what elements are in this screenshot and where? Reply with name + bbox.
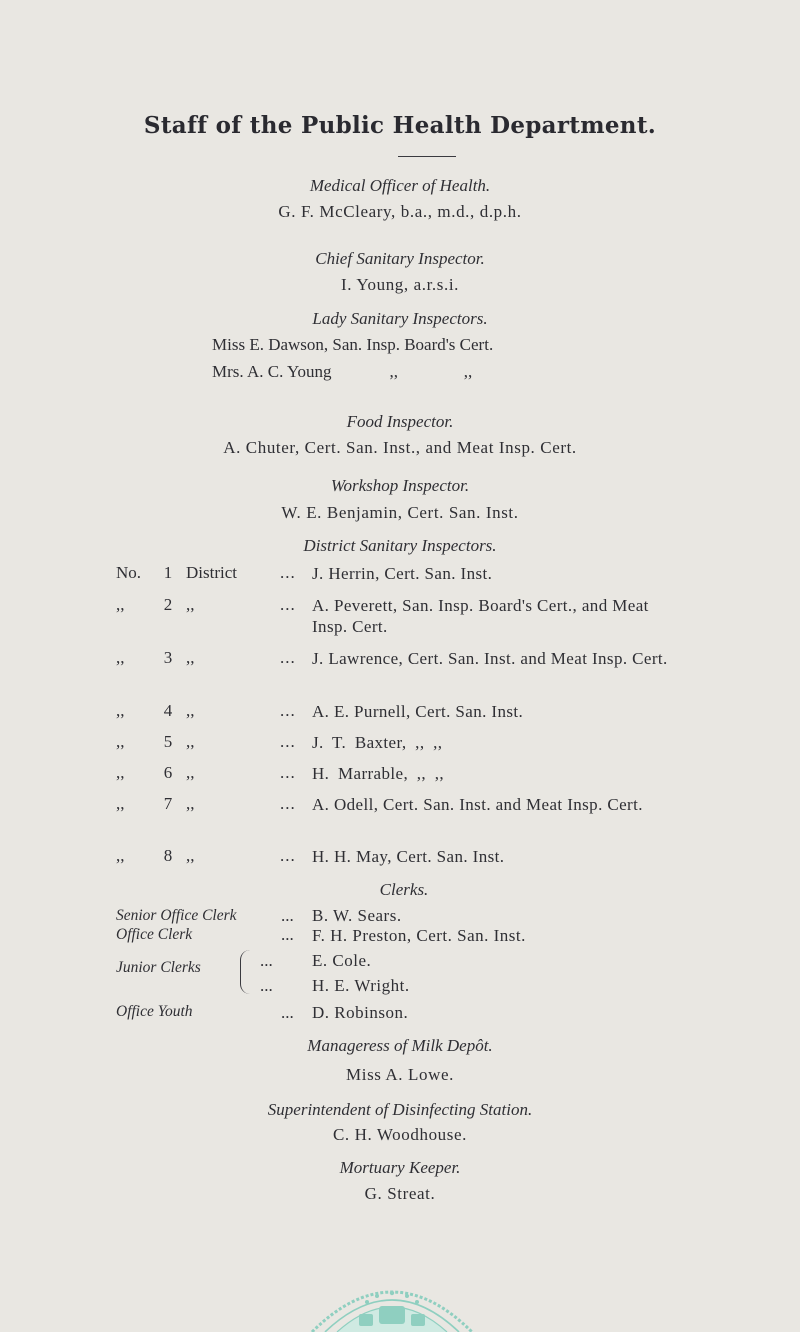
leader-dots: ... bbox=[280, 794, 296, 813]
leader-dots: ... bbox=[281, 1003, 294, 1022]
junior-clerk-name: E. Cole. bbox=[312, 951, 372, 970]
district-entry: A. Peverett, San. Insp. Board's Cert., and Meat Insp. Cert. bbox=[312, 596, 649, 636]
disinfecting-name: C. H. Woodhouse. bbox=[332, 1125, 467, 1144]
chief-name: I. Young, a.r.s.i. bbox=[340, 275, 459, 294]
junior-clerk-name: H. E. Wright. bbox=[312, 976, 410, 995]
brace bbox=[240, 950, 253, 994]
lady-inspector-1: Miss E. Dawson, San. Insp. Board's Cert. bbox=[212, 335, 494, 354]
district-heading: District Sanitary Inspectors. bbox=[303, 536, 497, 555]
leader-dots: ... bbox=[280, 763, 296, 782]
district-entry: A. E. Purnell, Cert. San. Inst. bbox=[312, 702, 524, 721]
leader-dots: ... bbox=[280, 648, 296, 667]
district-label: District bbox=[186, 563, 237, 582]
workshop-heading: Workshop Inspector. bbox=[330, 476, 470, 495]
district-row bbox=[0, 794, 800, 818]
leader-dots: ... bbox=[281, 906, 294, 925]
chief-heading: Chief Sanitary Inspector. bbox=[315, 249, 485, 268]
leader-dots: ... bbox=[260, 951, 273, 970]
milk-name: Miss A. Lowe. bbox=[346, 1065, 454, 1084]
district-entry: J. T. Baxter, ,, ,, bbox=[312, 733, 443, 752]
senior-clerk-name: B. W. Sears. bbox=[312, 906, 402, 925]
ditto-mark: ,, bbox=[186, 846, 195, 865]
clerks-heading: Clerks. bbox=[379, 880, 429, 899]
ditto-mark: ,, bbox=[116, 701, 125, 720]
district-number: 2 bbox=[163, 595, 173, 614]
district-number: 3 bbox=[163, 648, 173, 667]
junior-clerks-label: Junior Clerks bbox=[116, 959, 201, 976]
lady-inspector-2 bbox=[212, 362, 488, 382]
ditto-mark: ,, bbox=[116, 595, 125, 614]
moh-name: G. F. McCleary, b.a., m.d., d.p.h. bbox=[278, 202, 522, 221]
leader-dots: ... bbox=[260, 976, 273, 995]
no-label: No. bbox=[116, 563, 142, 582]
lady-inspector-2-name: Mrs. A. C. Young bbox=[212, 362, 332, 381]
district-number: 8 bbox=[163, 846, 173, 865]
district-number: 6 bbox=[163, 763, 173, 782]
leader-dots: ... bbox=[280, 846, 296, 865]
district-row bbox=[0, 732, 800, 756]
ditto-mark: ,, bbox=[463, 362, 473, 381]
leader-dots: ... bbox=[280, 732, 296, 751]
food-name: A. Chuter, Cert. San. Inst., and Meat Insp. Cert. bbox=[223, 438, 577, 457]
office-clerk-name: F. H. Preston, Cert. San. Inst. bbox=[312, 926, 526, 945]
district-row bbox=[0, 701, 800, 725]
ditto-mark: ,, bbox=[116, 846, 125, 865]
ditto-mark: ,, bbox=[116, 732, 125, 751]
district-number: 4 bbox=[163, 701, 173, 720]
milk-heading: Manageress of Milk Depôt. bbox=[307, 1036, 493, 1055]
ditto-mark: ,, bbox=[186, 732, 195, 751]
mortuary-heading: Mortuary Keeper. bbox=[339, 1158, 461, 1177]
ditto-mark: ,, bbox=[116, 794, 125, 813]
ditto-mark: ,, bbox=[116, 648, 125, 667]
ditto-mark: ,, bbox=[186, 595, 195, 614]
ditto-mark: ,, bbox=[186, 648, 195, 667]
moh-heading: Medical Officer of Health. bbox=[309, 176, 491, 195]
district-row bbox=[0, 846, 800, 870]
disinfecting-heading: Superintendent of Disinfecting Station. bbox=[267, 1100, 533, 1119]
district-row bbox=[0, 563, 800, 587]
district-row bbox=[0, 763, 800, 787]
food-heading: Food Inspector. bbox=[346, 412, 454, 431]
office-youth-name: D. Robinson. bbox=[312, 1003, 409, 1022]
district-row bbox=[0, 595, 800, 636]
leader-dots: ... bbox=[280, 595, 296, 614]
leader-dots: ... bbox=[280, 701, 296, 720]
title-divider bbox=[398, 156, 456, 157]
ditto-mark: ,, bbox=[186, 794, 195, 813]
district-row bbox=[0, 648, 800, 672]
workshop-name: W. E. Benjamin, Cert. San. Inst. bbox=[281, 503, 519, 522]
district-entry: A. Odell, Cert. San. Inst. and Meat Insp. Cert. bbox=[312, 795, 643, 814]
district-entry: J. Lawrence, Cert. San. Inst. and Meat Insp. Cert. bbox=[312, 649, 668, 668]
ditto-mark: ,, bbox=[186, 701, 195, 720]
district-number: 7 bbox=[163, 794, 173, 813]
lady-heading: Lady Sanitary Inspectors. bbox=[312, 309, 488, 328]
district-entry: H. H. May, Cert. San. Inst. bbox=[312, 847, 505, 866]
seal-stamp bbox=[307, 1262, 477, 1332]
district-number: 5 bbox=[163, 732, 173, 751]
office-youth-label: Office Youth bbox=[116, 1003, 193, 1020]
district-entry: H. Marrable, ,, ,, bbox=[312, 764, 445, 783]
leader-dots: ... bbox=[281, 925, 294, 944]
office-clerk-label: Office Clerk bbox=[116, 926, 193, 943]
ditto-mark: ,, bbox=[116, 763, 125, 782]
senior-clerk-label: Senior Office Clerk bbox=[116, 907, 237, 924]
district-number: 1 bbox=[163, 563, 173, 582]
page-title: Staff of the Public Health Department. bbox=[143, 112, 657, 139]
ditto-mark: ,, bbox=[186, 763, 195, 782]
district-entry: J. Herrin, Cert. San. Inst. bbox=[312, 564, 493, 583]
ditto-mark: ,, bbox=[389, 362, 399, 381]
mortuary-name: G. Streat. bbox=[364, 1184, 436, 1203]
leader-dots: ... bbox=[280, 563, 296, 582]
